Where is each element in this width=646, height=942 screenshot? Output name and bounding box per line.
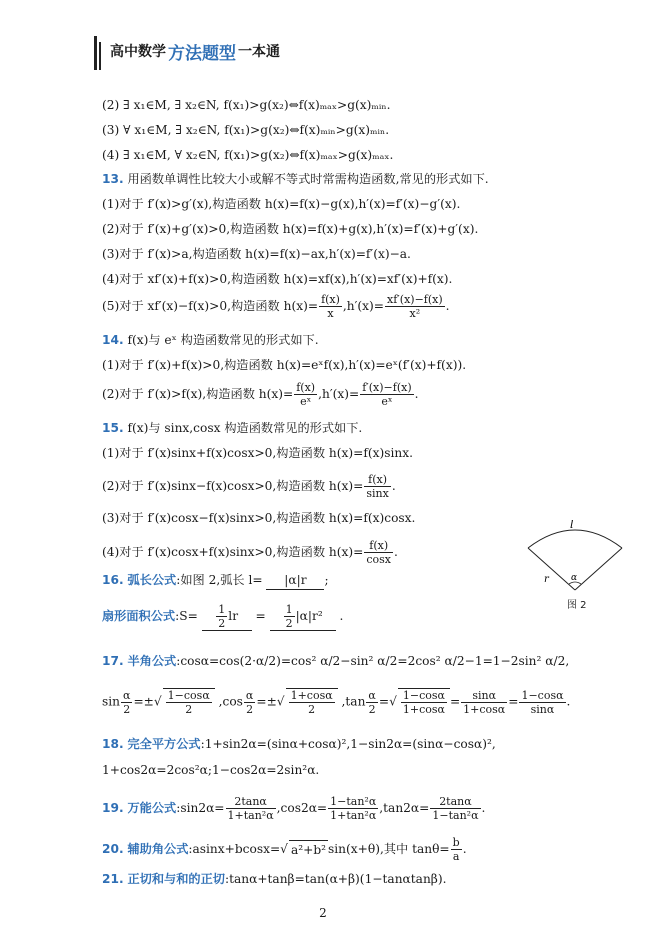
denominator: 2 bbox=[246, 702, 254, 716]
denominator: cosx bbox=[366, 553, 391, 566]
section-13-heading bbox=[102, 170, 489, 188]
numerator: xf′(x)−f(x) bbox=[387, 293, 443, 306]
list-item bbox=[102, 293, 450, 320]
section-number: 13. bbox=[102, 172, 124, 186]
text: . bbox=[394, 545, 398, 559]
sector-figure bbox=[520, 520, 630, 600]
numerator: α bbox=[245, 688, 254, 702]
list-item: (3)对于 f′(x)>a,构造函数 h(x)=f(x)−ax,h′(x)=f′(x)−a. bbox=[102, 247, 411, 261]
numerator: f(x) bbox=[321, 293, 340, 306]
text: :cosα=cos(2·α/2)=cos² α/2−sin² α/2=2cos² α/2−1=1−2sin² α/2, bbox=[176, 654, 570, 668]
numerator: b bbox=[452, 836, 460, 849]
section-title: 完全平方公式 bbox=[127, 737, 201, 751]
text: ,cos2α= bbox=[276, 801, 328, 815]
numerator: 2tanα bbox=[226, 795, 276, 809]
numerator: sinα bbox=[461, 689, 507, 703]
fraction bbox=[364, 473, 390, 500]
intro-line: (2) ∃ x₁∈M, ∃ x₂∈N, f(x₁)>g(x₂)⇔f(x)ₘₐₓ>g(x)ₘᵢₙ. bbox=[102, 98, 391, 112]
text: sin bbox=[102, 694, 121, 709]
section-18-line1 bbox=[102, 735, 496, 753]
text: |α|r² bbox=[295, 609, 323, 623]
numerator: 1−cosα bbox=[402, 689, 445, 702]
section-number: 18. bbox=[102, 737, 124, 751]
intro-line: (4) ∃ x₁∈M, ∀ x₂∈N, f(x₁)>g(x₂)⇔f(x)ₘₐₓ>g(x)ₘₐₓ. bbox=[102, 148, 394, 162]
text: sin(x+θ),其中 tanθ= bbox=[328, 842, 450, 856]
text: ,tan2α= bbox=[379, 801, 430, 815]
header-title: 方法题型 bbox=[168, 43, 236, 64]
numerator: f′(x)−f(x) bbox=[362, 381, 412, 394]
text: :S= bbox=[175, 609, 198, 623]
section-title: 扇形面积公式 bbox=[102, 609, 176, 623]
denominator: x² bbox=[409, 307, 421, 320]
section-18-line2: 1+cos2α=2cos²α;1−cos2α=2sin²α. bbox=[102, 763, 320, 777]
denominator: 2 bbox=[185, 703, 193, 716]
fraction bbox=[284, 603, 295, 630]
text: ,cos bbox=[218, 694, 243, 709]
fraction bbox=[385, 293, 445, 320]
text: (5)对于 xf′(x)−f(x)>0,构造函数 h(x)= bbox=[102, 299, 319, 313]
list-item bbox=[102, 473, 396, 500]
section-title: 正切和与和的正切 bbox=[127, 872, 225, 886]
denominator: eˣ bbox=[381, 395, 393, 408]
text: . bbox=[462, 842, 467, 856]
text: (2)对于 f′(x)sinx−f(x)cosx>0,构造函数 h(x)= bbox=[102, 479, 364, 493]
text: . bbox=[481, 801, 486, 815]
denominator: eˣ bbox=[300, 395, 312, 408]
denominator: 1+cosα bbox=[402, 703, 445, 716]
list-item: (3)对于 f′(x)cosx−f(x)sinx>0,构造函数 h(x)=f(x)cosx. bbox=[102, 511, 416, 525]
section-number: 16. bbox=[102, 573, 124, 587]
numerator: 1−cosα bbox=[521, 688, 564, 702]
section-number: 15. bbox=[102, 421, 124, 435]
header-text: 高中数学 bbox=[110, 44, 166, 60]
text: =± bbox=[133, 694, 154, 709]
fraction bbox=[166, 689, 212, 716]
list-item: (4)对于 xf′(x)+f(x)>0,构造函数 h(x)=xf(x),h′(x)=xf′(x)+f(x). bbox=[102, 272, 453, 286]
denominator: 1+tan²α bbox=[330, 809, 377, 822]
fraction bbox=[451, 836, 462, 863]
text: :tanα+tanβ=tan(α+β)(1−tanαtanβ). bbox=[224, 872, 447, 886]
section-title: 万能公式 bbox=[127, 801, 177, 815]
text: . bbox=[445, 299, 450, 313]
section-16-arc bbox=[102, 571, 329, 590]
text: :1+sin2α=(sinα+cosα)²,1−sin2α=(sinα−cosα)², bbox=[200, 737, 496, 751]
text: (4)对于 f′(x)cosx+f(x)sinx>0,构造函数 h(x)= bbox=[102, 545, 364, 559]
denominator: 2 bbox=[123, 702, 131, 716]
header-bar bbox=[99, 42, 101, 70]
label-alpha: α bbox=[571, 573, 578, 583]
answer-blank bbox=[202, 603, 252, 631]
text: = bbox=[378, 694, 390, 709]
section-17-line2: sin $\frac{\alpha}{2}$ =±√ $\frac{1-\cos\alpha}{2}$ ,cos $\frac{\alpha}{2}$ =±√ $\frac{1+\cos\alpha}{2}$ ,tan $\frac{\alpha}{2}$ =√ $\frac{1-\cos\alpha}{1+\cos\alpha}$ = $\frac{\sin\alpha}{1+\cos\alpha}$ = $\frac{1-\cos\alpha}{\sin\alpha}$ . bbox=[102, 688, 571, 716]
text: . bbox=[566, 694, 571, 709]
fraction bbox=[461, 689, 507, 716]
denominator: sinα bbox=[530, 702, 555, 716]
section-21 bbox=[102, 870, 446, 888]
radius-line bbox=[575, 548, 622, 590]
text: . bbox=[391, 479, 396, 493]
fraction bbox=[430, 795, 480, 822]
header-bar bbox=[94, 36, 97, 70]
text: :如图 2,弧长 l= bbox=[176, 573, 263, 587]
section-number: 19. bbox=[102, 801, 124, 815]
text: :asinx+bcosx= bbox=[188, 842, 281, 856]
fraction bbox=[294, 381, 317, 408]
denominator: 2 bbox=[285, 617, 293, 630]
denominator: 2 bbox=[368, 702, 376, 716]
section-14-heading bbox=[102, 331, 319, 349]
page-header bbox=[100, 40, 280, 62]
numerator: 1−tan²α bbox=[330, 795, 377, 808]
section-title: 辅助角公式 bbox=[127, 842, 189, 856]
numerator: 1 bbox=[285, 603, 293, 616]
list-item: (1)对于 f′(x)sinx+f(x)cosx>0,构造函数 h(x)=f(x)sinx. bbox=[102, 446, 413, 460]
numerator: 1+cosα bbox=[290, 689, 333, 702]
section-number: 14. bbox=[102, 333, 124, 347]
section-title: 半角公式 bbox=[127, 654, 177, 668]
denominator: 1−tan²α bbox=[432, 809, 479, 822]
denominator: sinx bbox=[366, 487, 389, 500]
text: :sin2α= bbox=[176, 801, 225, 815]
text: = bbox=[255, 609, 266, 623]
denominator: x bbox=[327, 307, 334, 320]
radius-line bbox=[528, 548, 578, 590]
text: = bbox=[508, 694, 519, 709]
arc bbox=[528, 530, 622, 548]
fraction bbox=[319, 293, 342, 320]
text: ,tan bbox=[341, 694, 366, 709]
denominator: 1+cosα bbox=[463, 702, 506, 716]
header-text: 一本通 bbox=[238, 44, 280, 60]
section-title: f(x)与 sinx,cosx 构造函数常见的形式如下. bbox=[127, 421, 363, 435]
denominator: 1+tan²α bbox=[227, 809, 274, 822]
fraction bbox=[360, 381, 413, 408]
numerator: f(x) bbox=[364, 539, 393, 553]
fraction bbox=[216, 603, 227, 630]
fraction bbox=[401, 689, 447, 716]
section-17-line1 bbox=[102, 652, 569, 670]
fraction bbox=[226, 795, 276, 822]
section-number: 21. bbox=[102, 872, 124, 886]
section-16-area bbox=[102, 603, 343, 631]
text: ; bbox=[324, 573, 329, 587]
numerator: 1−cosα bbox=[167, 689, 210, 702]
text: (2)对于 f′(x)>f(x),构造函数 h(x)= bbox=[102, 387, 294, 401]
denominator: a bbox=[452, 850, 460, 863]
text: ,h′(x)= bbox=[318, 387, 360, 401]
denominator: 2 bbox=[308, 703, 316, 716]
list-item bbox=[102, 381, 419, 408]
section-title: 用函数单调性比较大小或解不等式时常需构造函数,常见的形式如下. bbox=[127, 172, 489, 186]
section-title: 弧长公式 bbox=[127, 573, 177, 587]
text: ,h′(x)= bbox=[342, 299, 385, 313]
fraction bbox=[366, 689, 377, 716]
section-number: 20. bbox=[102, 842, 124, 856]
list-item: (2)对于 f′(x)+g′(x)>0,构造函数 h(x)=f(x)+g(x),h′(x)=f′(x)+g′(x). bbox=[102, 222, 479, 236]
radical: a²+b² bbox=[289, 840, 328, 859]
text: lr bbox=[228, 609, 239, 623]
section-20: 20. 辅助角公式:asinx+bcosx=√ a²+b² sin(x+θ),其中 tanθ= $\frac{b}{a}$ . bbox=[102, 836, 467, 863]
fraction bbox=[289, 689, 335, 716]
section-15-heading bbox=[102, 419, 362, 437]
list-item: (1)对于 f′(x)+f(x)>0,构造函数 h(x)=eˣf(x),h′(x)=eˣ(f′(x)+f(x)). bbox=[102, 358, 467, 372]
denominator: 2 bbox=[218, 617, 226, 630]
list-item bbox=[102, 539, 398, 566]
numerator: 1 bbox=[218, 603, 226, 616]
label-l: l bbox=[570, 520, 574, 531]
numerator: α bbox=[123, 688, 131, 702]
text: . bbox=[414, 387, 419, 401]
numerator: α bbox=[368, 688, 376, 702]
section-number: 17. bbox=[102, 654, 124, 668]
text: . bbox=[339, 609, 344, 623]
text: = bbox=[449, 694, 461, 709]
section-title: f(x)与 eˣ 构造函数常见的形式如下. bbox=[127, 333, 319, 347]
text: =± bbox=[256, 694, 277, 709]
radical bbox=[398, 688, 450, 716]
figure-caption: 图 2 bbox=[567, 600, 587, 611]
answer-blank: |α|r bbox=[266, 571, 324, 590]
numerator: 2tanα bbox=[430, 795, 480, 809]
list-item: (1)对于 f′(x)>g′(x),构造函数 h(x)=f(x)−g(x),h′(x)=f′(x)−g′(x). bbox=[102, 197, 461, 211]
radical bbox=[286, 688, 338, 716]
fraction bbox=[364, 539, 393, 566]
label-r: r bbox=[544, 574, 549, 585]
fraction bbox=[244, 689, 255, 716]
fraction bbox=[519, 689, 565, 716]
numerator: f(x) bbox=[296, 381, 316, 394]
intro-line: (3) ∀ x₁∈M, ∃ x₂∈N, f(x₁)>g(x₂)⇔f(x)ₘᵢₙ>g(x)ₘᵢₙ. bbox=[102, 123, 390, 137]
section-19 bbox=[102, 795, 485, 822]
page-number: 2 bbox=[319, 906, 327, 920]
fraction bbox=[328, 795, 378, 822]
fraction bbox=[121, 689, 132, 716]
numerator: f(x) bbox=[364, 473, 390, 487]
radical bbox=[163, 688, 215, 716]
answer-blank bbox=[270, 603, 336, 631]
